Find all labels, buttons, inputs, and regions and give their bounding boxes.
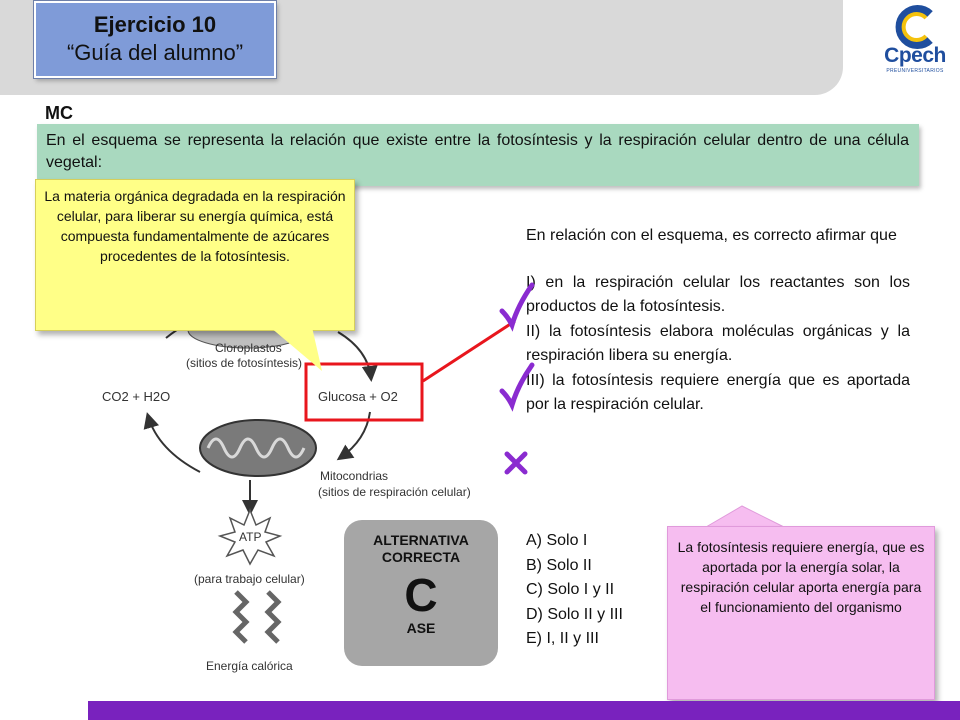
exercise-subtitle: “Guía del alumno”	[66, 40, 244, 65]
chloroplast-sublabel: (sitios de fotosíntesis)	[186, 356, 303, 370]
intro-text: En el esquema se representa la relación que existe entre la fotosíntesis y la respiración celular dentro de una célula vegetal:	[46, 132, 909, 171]
callout-pink-pointer	[706, 504, 786, 528]
logo-wordmark: Cpech	[884, 44, 946, 67]
correct-answer-box	[344, 520, 498, 666]
option-b[interactable]: B) Solo II	[526, 556, 592, 574]
exercise-title-box	[34, 1, 276, 78]
question-stem: En relación con el esquema, es correcto afirmar que	[526, 227, 897, 244]
cpech-logo	[878, 4, 952, 78]
callout-yellow-text: La materia orgánica degradada en la respiración celular, para liberar su energía química, está compuesta fundamentalmente de azúcares procedentes de la fotosíntesis.	[44, 188, 346, 264]
footer-bar	[88, 701, 960, 720]
statement-3: III) la fotosíntesis requiere energía que es aportada por la respiración celular.	[526, 371, 910, 413]
heat-zigzag-right-icon	[268, 592, 278, 642]
cycle-arrow-right-top	[338, 332, 371, 378]
co2-h2o-label: CO2 + H2O	[102, 389, 171, 404]
check-mark-icon	[498, 363, 534, 409]
mitochondria-label: Mitocondrias	[320, 469, 389, 483]
answer-options	[526, 529, 623, 652]
atp-sublabel: (para trabajo celular)	[194, 572, 305, 586]
logo-mark-icon	[878, 4, 952, 48]
statement-1: I) en la respiración celular los reactantes son los productos de la fotosíntesis.	[526, 273, 910, 315]
mitochondria-sublabel: (sitios de respiración celular)	[318, 485, 471, 499]
intro-banner	[37, 124, 919, 186]
callout-pink	[667, 526, 935, 700]
answer-heading-1: ALTERNATIVA	[373, 532, 469, 548]
heat-label: Energía calórica	[206, 659, 293, 673]
cycle-arrow-left	[148, 416, 200, 472]
option-c[interactable]: C) Solo I y II	[526, 581, 615, 598]
glucose-o2-label: Glucosa + O2	[318, 389, 398, 404]
mitochondria-shape	[200, 420, 316, 476]
option-d[interactable]: D) Solo II y III	[526, 605, 623, 623]
option-e[interactable]: E) I, II y III	[526, 630, 599, 647]
callout-yellow-pointer	[270, 327, 330, 377]
section-label: MC	[45, 103, 73, 123]
heat-zigzag-left-icon	[236, 592, 246, 642]
answer-skill: ASE	[406, 620, 436, 636]
logo-subtext: PREUNIVERSITARIOS	[886, 68, 944, 74]
statement-2: II) la fotosíntesis elabora moléculas orgánicas y la respiración libera su energía.	[526, 322, 910, 364]
chloroplast-label: Cloroplastos	[215, 341, 282, 355]
answer-heading-2: CORRECTA	[381, 549, 461, 565]
cross-mark-icon	[503, 450, 529, 476]
option-a[interactable]: A) Solo I	[526, 532, 588, 549]
atp-label: ATP	[239, 530, 262, 544]
callout-pink-text: La fotosíntesis requiere energía, que es aportada por la energía solar, la respiración celular aporta energía para el funcionamiento del organismo	[677, 539, 925, 615]
exercise-title: Ejercicio 10	[93, 12, 217, 37]
callout-yellow	[35, 179, 355, 331]
answer-letter: C	[404, 569, 438, 621]
question-block	[526, 224, 910, 418]
check-mark-icon	[498, 283, 534, 329]
